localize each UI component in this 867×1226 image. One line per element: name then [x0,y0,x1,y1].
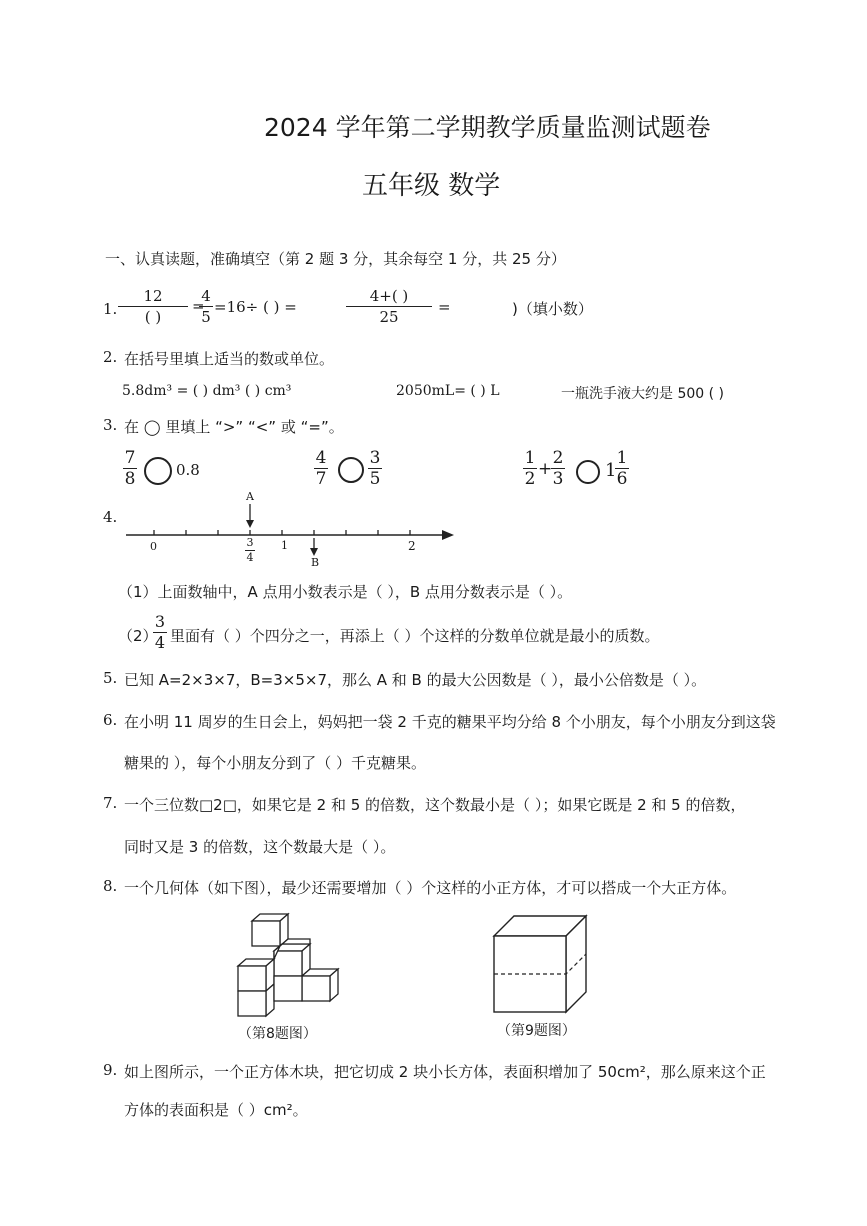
fraction-denominator: 5 [369,469,381,489]
fraction-denominator: 6 [616,469,628,489]
fill-decimal-note: )（填小数） [512,300,593,318]
question-number: 5. [103,669,118,687]
fraction-denominator: 25 [379,308,399,326]
fraction-denominator: 7 [315,469,327,489]
blank-volume-convert: 5.8dm³ = ( ) dm³ ( ) cm³ [122,383,292,399]
compare-circle[interactable] [576,460,600,484]
fraction-4-7 [314,448,328,489]
question-number: 7. [103,794,118,812]
question-text: 在 ◯ 里填上 “>” “<” 或 “=”。 [124,418,344,436]
cube-cut-figure [490,910,590,1020]
point-b-label: B [311,556,320,569]
question-number: 3. [103,416,118,434]
question-text-line2: 方体的表面积是（ ）cm²。 [124,1101,308,1119]
fraction-7-8 [123,448,137,489]
fraction-numerator: 4 [201,287,211,305]
plus-sign: + [538,459,553,479]
cube-stack-figure [230,905,350,1025]
question-number: 6. [103,711,118,729]
fraction-expression [346,286,432,327]
sub-question-1: （1）上面数轴中，A 点用小数表示是（ ），B 点用分数表示是（ ）。 [118,583,573,601]
fraction-1-2 [523,448,537,489]
blank-unit-hand-soap: 一瓶洗手液大约是 500 ( ) [561,386,724,402]
question-number: 4. [103,508,118,526]
sub-question-2-text: 里面有（ ）个四分之一，再添上（ ）个这样的分数单位就是最小的质数。 [170,627,660,645]
question-number: 2. [103,348,118,366]
fraction-denominator: 3 [552,469,564,489]
question-number: 1. [103,300,118,318]
figure-8-caption: （第8题图） [238,1026,317,1042]
fraction-1-6 [615,448,629,489]
axis-arrow-icon [442,530,454,540]
arrow-b-head-icon [310,548,318,556]
fraction-2-3 [551,448,565,489]
question-text-line1: 一个三位数□2□，如果它是 2 和 5 的倍数，这个数最小是（ ）；如果它既是 2 和 5 的倍数， [124,796,746,814]
question-text: 已知 A=2×3×7，B=3×5×7，那么 A 和 B 的最大公因数是（ ），最小公倍数是（ ）。 [124,671,707,689]
equals-sign: = [192,297,205,315]
section-heading: 一、认真读题，准确填空（第 2 题 3 分，其余每空 1 分，共 25 分） [105,250,566,268]
fraction-numerator: 3 [369,448,381,468]
question-number: 9. [103,1061,118,1079]
cube-stack [238,914,338,1016]
exam-title: 2024 学年第二学期教学质量监测试题卷 [264,113,711,142]
fraction-denominator: 5 [201,308,211,326]
fraction-numerator: 2 [552,448,564,468]
cube-outline [494,916,586,1012]
tick-label-1: 1 [281,539,288,552]
question-number: 8. [103,877,118,895]
tick-label-three-quarters [245,536,255,565]
fraction-numerator: 4+( ) [369,287,409,305]
question-text-line2: 糖果的 ），每个小朋友分到了（ ）千克糖果。 [124,754,427,772]
point-a-label: A [246,490,254,503]
fraction-numerator: 1 [616,448,628,468]
blank-ml-to-l: 2050mL= ( ) L [396,383,500,399]
fraction-denominator: 4 [154,633,166,652]
fraction-numerator: 12 [143,287,163,305]
exam-subtitle: 五年级 数学 [362,171,501,201]
fraction-4-5 [199,286,213,327]
arrow-a-head-icon [246,520,254,528]
sub-question-2-prefix: （2） [118,627,158,645]
fraction-numerator: 4 [315,448,327,468]
compare-value: 0.8 [176,461,200,479]
tick-label-0: 0 [150,540,157,553]
fraction-numerator: 3 [246,536,254,549]
question-text-line1: 如上图所示，一个正方体木块，把它切成 2 块小长方体，表面积增加了 50cm²，那么原来这个正 [124,1063,766,1081]
question-text: 一个几何体（如下图），最少还需要增加（ ）个这样的小正方体，才可以搭成一个大正方体。 [124,879,737,897]
compare-circle[interactable] [338,457,364,483]
question-text-line1: 在小明 11 周岁的生日会上，妈妈把一袋 2 千克的糖果平均分给 8 个小朋友，每个小朋友分到这袋 [124,713,776,731]
number-line [120,488,460,568]
compare-circle[interactable] [144,457,172,485]
fraction-12-blank [118,286,188,327]
fraction-denominator: 2 [524,469,536,489]
fraction-3-4 [153,612,167,653]
figure-9-caption: （第9题图） [497,1023,576,1039]
fraction-numerator: 7 [124,448,136,468]
fraction-numerator: 1 [524,448,536,468]
division-expression: =16÷ ( ) = [214,298,297,316]
mixed-whole: 1 [605,460,617,481]
question-text: 在括号里填上适当的数或单位。 [124,350,335,368]
fraction-3-5 [368,448,382,489]
fraction-denominator: 4 [246,551,254,564]
equals-sign: = [438,298,451,316]
fraction-denominator: ( ) [144,308,162,326]
fraction-numerator: 3 [154,612,166,631]
question-text-line2: 同时又是 3 的倍数，这个数最大是（ ）。 [124,838,396,856]
fraction-denominator: 8 [124,469,136,489]
tick-label-2: 2 [408,539,416,553]
